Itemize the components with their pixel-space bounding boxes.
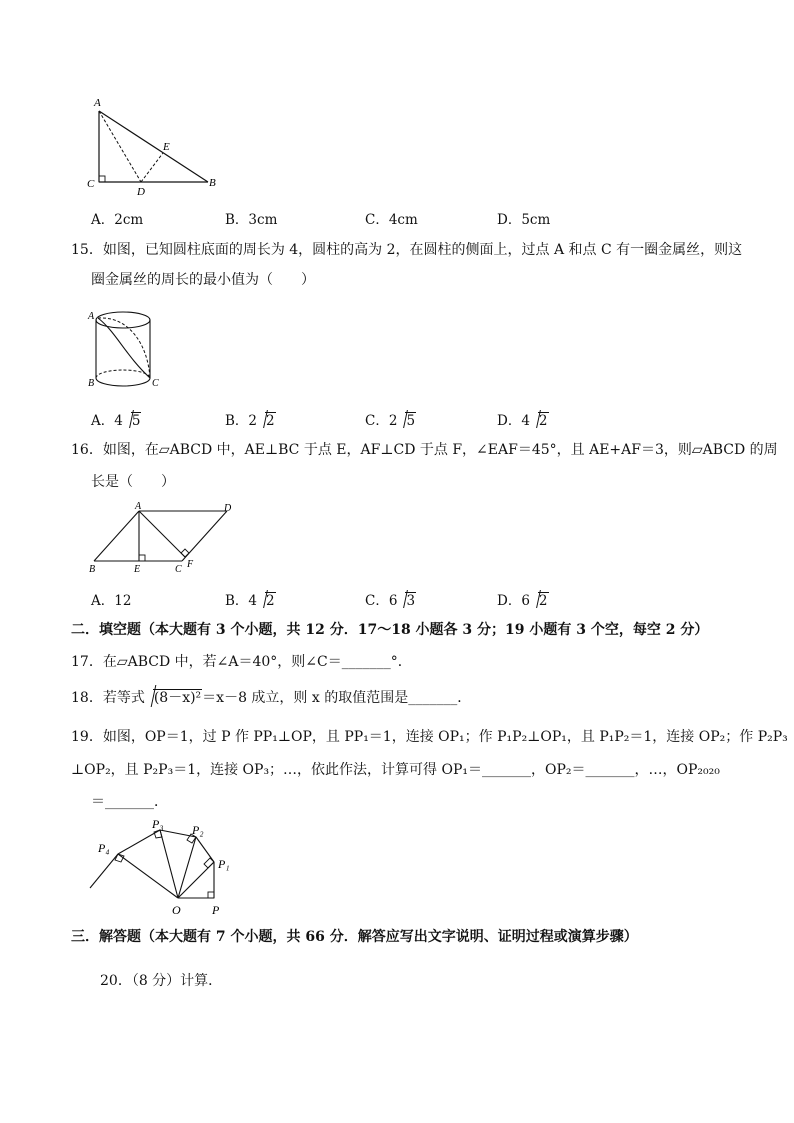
q15-option-d-label: D． bbox=[497, 413, 522, 429]
sqrt-icon bbox=[531, 413, 549, 429]
q16-question-line2: 长是（ ） bbox=[91, 474, 175, 490]
q15-option-b-radicand: 2 bbox=[266, 413, 275, 429]
sqrt-icon bbox=[398, 593, 416, 609]
q16-label-E: E bbox=[134, 564, 141, 575]
q16-option-b-coef: 4 bbox=[248, 593, 258, 609]
q15-option-c-coef: 2 bbox=[388, 413, 398, 429]
q15-question-line1: 15．如图，已知圆柱底面的周长为 4，圆柱的高为 2，在圆柱的侧面上，过点 A 和点 C 有一圈金属丝，则这 bbox=[71, 242, 743, 258]
q16-label-F: F bbox=[187, 559, 194, 570]
q14-label-D: D bbox=[137, 186, 145, 198]
q15-option-b bbox=[225, 409, 276, 429]
q16-label-A: A bbox=[135, 501, 142, 512]
q16-option-c bbox=[365, 589, 416, 609]
sqrt-icon bbox=[124, 413, 142, 429]
q14-label-B: B bbox=[209, 177, 216, 189]
q16-label-B: B bbox=[89, 564, 96, 575]
q19-label-P1: P₁ bbox=[218, 857, 230, 871]
q18-suffix: ＝x－8 成立，则 x 的取值范围是_______． bbox=[202, 690, 472, 706]
q14-label-A: A bbox=[94, 97, 101, 109]
q15-option-c-radicand: 5 bbox=[406, 413, 416, 429]
q15-option-c-label: C． bbox=[365, 413, 389, 429]
q16-option-c-radicand: 3 bbox=[406, 593, 416, 609]
q17-question: 17．在▱ABCD 中，若∠A＝40°，则∠C＝_______°． bbox=[71, 654, 412, 670]
sqrt-icon bbox=[398, 413, 416, 429]
q19-label-P: P bbox=[212, 903, 220, 917]
q16-option-b bbox=[225, 589, 276, 609]
q19-question-line2: ⊥OP₂，且 P₂P₃＝1，连接 OP₃；…，依此作法，计算可得 OP₁＝_______，OP₂＝_______，…，OP₂₀₂₀ bbox=[71, 762, 720, 778]
q15-label-C: C bbox=[152, 378, 159, 389]
q14-option-d: D．5cm bbox=[497, 212, 551, 228]
q19-label-P3: P₃ bbox=[152, 818, 164, 831]
q19-question-line3: ＝_______． bbox=[91, 794, 168, 810]
q19-question-line1: 19．如图，OP＝1，过 P 作 PP₁⊥OP，且 PP₁＝1，连接 OP₁；作 P₁P₂⊥OP₁，且 P₁P₂＝1，连接 OP₂；作 P₂P₃ bbox=[71, 729, 788, 745]
q14-label-C: C bbox=[87, 178, 95, 190]
q18-prefix: 18．若等式 bbox=[71, 690, 145, 706]
q16-label-D: D bbox=[224, 503, 232, 514]
section3-heading: 三．解答题（本大题有 7 个小题，共 66 分．解答应写出文字说明、证明过程或演算步骤） bbox=[71, 929, 638, 945]
q15-option-a-label: A． bbox=[91, 413, 115, 429]
q16-option-d-radicand: 2 bbox=[538, 593, 548, 609]
q15-label-B: B bbox=[88, 378, 95, 389]
q15-option-a-radicand: 5 bbox=[131, 413, 141, 429]
q15-option-b-label: B． bbox=[225, 413, 249, 429]
q16-option-b-radicand: 2 bbox=[266, 593, 275, 609]
q16-label-C: C bbox=[175, 564, 182, 575]
q15-label-A: A bbox=[88, 311, 95, 322]
q16-option-a: A．12 bbox=[91, 593, 132, 609]
q15-question-line2: 圈金属丝的周长的最小值为（ ） bbox=[91, 272, 315, 288]
q16-option-d-label: D． bbox=[497, 593, 522, 609]
q14-label-E: E bbox=[163, 141, 170, 153]
q15-option-d bbox=[497, 409, 549, 429]
sqrt-icon bbox=[258, 593, 276, 609]
q15-option-a bbox=[91, 409, 141, 429]
q15-option-d-radicand: 2 bbox=[538, 413, 548, 429]
q19-label-P4: P₄ bbox=[98, 841, 110, 855]
q16-option-c-label: C． bbox=[365, 593, 389, 609]
q15-option-c bbox=[365, 409, 416, 429]
q19-label-O: O bbox=[172, 903, 181, 917]
q18-question bbox=[71, 688, 471, 708]
q15-option-b-coef: 2 bbox=[248, 413, 258, 429]
q18-radicand: (8－x)² bbox=[153, 690, 202, 706]
sqrt-icon bbox=[531, 593, 549, 609]
q14-option-c: C．4cm bbox=[365, 212, 418, 228]
q16-question-line1: 16．如图，在▱ABCD 中，AE⊥BC 于点 E，AF⊥CD 于点 F，∠EAF＝45°，且 AE+AF＝3，则▱ABCD 的周 bbox=[71, 442, 778, 458]
q16-option-d bbox=[497, 589, 549, 609]
q14-triangle-figure bbox=[84, 92, 224, 202]
q14-option-a: A．2cm bbox=[91, 212, 144, 228]
q16-parallelogram-figure bbox=[84, 500, 244, 580]
q20-question: 20．（8 分）计算． bbox=[100, 973, 223, 989]
q16-option-d-coef: 6 bbox=[521, 593, 530, 609]
q16-option-b-label: B． bbox=[225, 593, 249, 609]
q16-option-c-coef: 6 bbox=[388, 593, 398, 609]
q15-cylinder-figure bbox=[86, 306, 166, 396]
q15-option-d-coef: 4 bbox=[521, 413, 530, 429]
q19-label-P2: P₂ bbox=[192, 823, 204, 837]
sqrt-icon bbox=[146, 688, 202, 708]
q15-option-a-coef: 4 bbox=[114, 413, 123, 429]
q14-option-b: B．3cm bbox=[225, 212, 278, 228]
sqrt-icon bbox=[258, 413, 276, 429]
q19-spiral-figure bbox=[86, 818, 246, 922]
section2-heading: 二．填空题（本大题有 3 个小题，共 12 分．17～18 小题各 3 分；19 小题有 3 个空，每空 2 分） bbox=[71, 622, 709, 638]
